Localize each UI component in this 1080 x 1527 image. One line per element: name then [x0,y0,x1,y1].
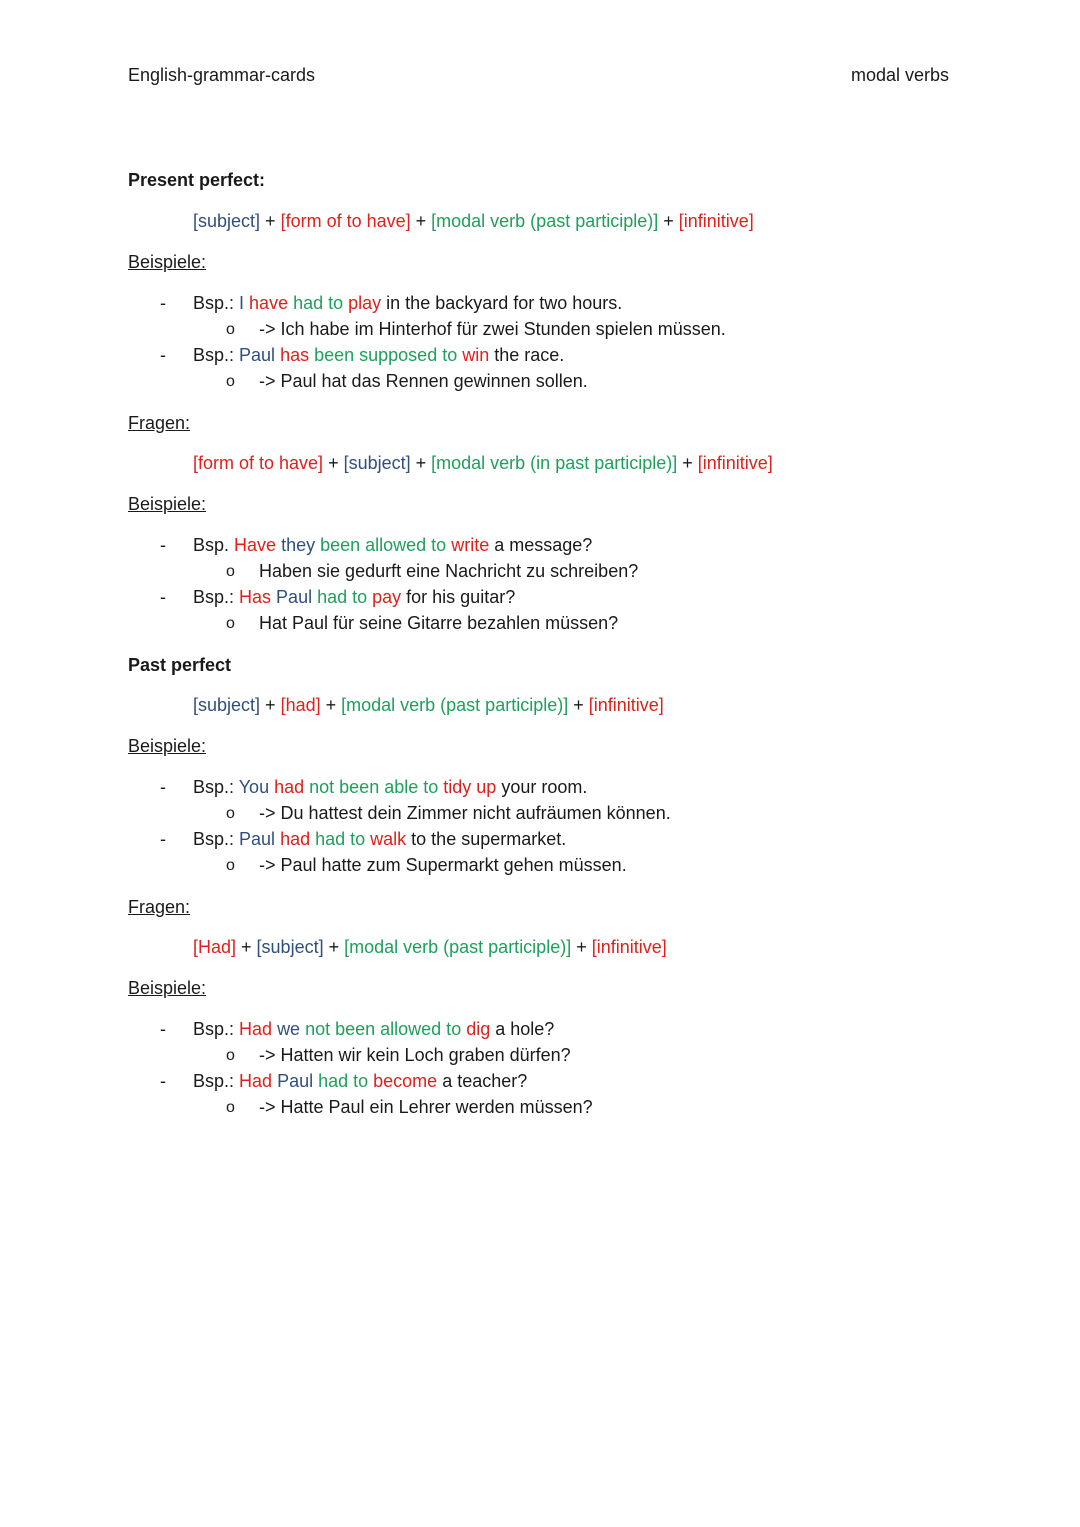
example-line [193,535,592,556]
formula-past-perfect [193,695,664,716]
translation-line: -> Hatte Paul ein Lehrer werden müssen? [259,1097,593,1117]
text-segment-blue: Paul [277,1071,319,1091]
text-segment-red: [infinitive] [591,937,667,957]
example-line [193,829,566,850]
text-segment-green: [modal verb (past participle)] [341,695,569,715]
label-examples: Beispiele: [128,736,207,756]
heading-present-perfect: Present perfect: [128,170,266,190]
bullet-circle: o [226,805,235,822]
translation-line: -> Hatten wir kein Loch graben dürfen? [259,1045,571,1065]
text-segment-black: Bsp.: [193,293,240,313]
text-segment-red: [infinitive] [697,453,773,473]
text-segment-red: [had] [280,695,321,715]
list-dash: - [160,829,166,849]
example-line [193,293,622,314]
bullet-circle: o [226,1099,235,1116]
header-title: English-grammar-cards [128,65,316,85]
text-segment-black: Bsp.: [193,345,240,365]
text-segment-red: [form of to have] [193,453,324,473]
text-segment-black: + [260,211,281,231]
text-segment-black: the race. [489,345,565,365]
text-segment-red: had [274,777,310,797]
text-segment-black: a message? [489,535,593,555]
text-segment-blue: [subject] [193,695,261,715]
text-segment-blue: Paul [276,587,318,607]
label-examples: Beispiele: [128,252,207,272]
text-segment-black: + [410,211,432,231]
example-line [193,777,587,798]
text-segment-green: not been able to [309,777,444,797]
text-segment-red: walk [370,829,407,849]
text-segment-blue: I [239,293,250,313]
header-topic: modal verbs [851,65,950,85]
text-segment-red: have [249,293,294,313]
text-segment-black: Bsp.: [193,829,240,849]
list-dash: - [160,1071,166,1091]
text-segment-red: win [462,345,490,365]
text-segment-blue: [subject] [343,453,411,473]
text-segment-red: play [348,293,382,313]
text-segment-green: been allowed to [320,535,452,555]
text-segment-green: had to [315,829,371,849]
text-segment-black: Bsp.: [193,1019,240,1039]
translation-line: -> Paul hat das Rennen gewinnen sollen. [259,371,588,391]
text-segment-green: had to [318,1071,374,1091]
text-segment-red: write [451,535,490,555]
formula-present-perfect [193,211,754,232]
text-segment-green: had to [293,293,349,313]
text-segment-black: + [323,453,344,473]
translation-line: Haben sie gedurft eine Nachricht zu schreiben? [259,561,639,581]
text-segment-blue: You [238,777,275,797]
translation-line: -> Du hattest dein Zimmer nicht aufräumen können. [259,803,671,823]
text-segment-black: Bsp.: [193,1071,240,1091]
text-segment-black: + [571,937,592,957]
list-dash: - [160,587,166,607]
text-segment-red: has [280,345,315,365]
text-segment-blue: [subject] [193,211,261,231]
text-segment-red: [form of to have] [280,211,411,231]
text-segment-black: + [677,453,698,473]
text-segment-red: Had [239,1071,278,1091]
text-segment-black: + [568,695,589,715]
text-segment-green: [modal verb (past participle)] [431,211,659,231]
example-line [193,1071,527,1092]
text-segment-black: + [320,695,342,715]
text-segment-black: for his guitar? [401,587,516,607]
text-segment-black: + [410,453,432,473]
example-line [193,345,564,366]
text-segment-black: your room. [496,777,588,797]
text-segment-red: Has [239,587,277,607]
label-examples: Beispiele: [128,978,207,998]
translation-line: Hat Paul für seine Gitarre bezahlen müssen? [259,613,619,633]
text-segment-blue: Paul [239,829,281,849]
text-segment-red: Have [234,535,282,555]
text-segment-blue: they [281,535,321,555]
formula-question-past-perfect [193,937,667,958]
text-segment-black: Bsp. [193,535,235,555]
bullet-circle: o [226,857,235,874]
heading-past-perfect: Past perfect [128,655,232,675]
list-dash: - [160,535,166,555]
text-segment-black: + [658,211,679,231]
text-segment-red: [Had] [193,937,237,957]
text-segment-black: in the backyard for two hours. [381,293,623,313]
text-segment-blue: Paul [239,345,281,365]
text-segment-green: [modal verb (past participle)] [344,937,572,957]
text-segment-green: not been allowed to [305,1019,467,1039]
text-segment-red: tidy up [443,777,497,797]
text-segment-black: Bsp.: [193,587,240,607]
text-segment-green: been supposed to [314,345,463,365]
text-segment-red: [infinitive] [588,695,664,715]
text-segment-black: to the supermarket. [406,829,567,849]
text-segment-black: + [323,937,345,957]
label-questions: Fragen: [128,413,191,433]
list-dash: - [160,1019,166,1039]
list-dash: - [160,777,166,797]
text-segment-black: a teacher? [437,1071,528,1091]
text-segment-black: + [236,937,257,957]
translation-line: -> Paul hatte zum Supermarkt gehen müssen. [259,855,627,875]
text-segment-red: become [373,1071,438,1091]
label-examples: Beispiele: [128,494,207,514]
bullet-circle: o [226,563,235,580]
text-segment-red: pay [372,587,402,607]
text-segment-red: Had [239,1019,278,1039]
formula-question-present-perfect [193,453,773,474]
text-segment-black: a hole? [490,1019,555,1039]
text-segment-green: [modal verb (in past participle)] [431,453,678,473]
text-segment-black: Bsp.: [193,777,239,797]
text-segment-blue: [subject] [256,937,324,957]
example-line [193,1019,554,1040]
list-dash: - [160,293,166,313]
text-segment-green: had to [317,587,373,607]
text-segment-red: dig [466,1019,491,1039]
bullet-circle: o [226,1047,235,1064]
text-segment-blue: we [277,1019,306,1039]
bullet-circle: o [226,321,235,338]
text-segment-red: had [280,829,316,849]
example-line [193,587,515,608]
text-segment-black: + [260,695,281,715]
translation-line: -> Ich habe im Hinterhof für zwei Stunden spielen müssen. [259,319,726,339]
bullet-circle: o [226,615,235,632]
text-segment-red: [infinitive] [678,211,754,231]
list-dash: - [160,345,166,365]
label-questions: Fragen: [128,897,191,917]
bullet-circle: o [226,373,235,390]
